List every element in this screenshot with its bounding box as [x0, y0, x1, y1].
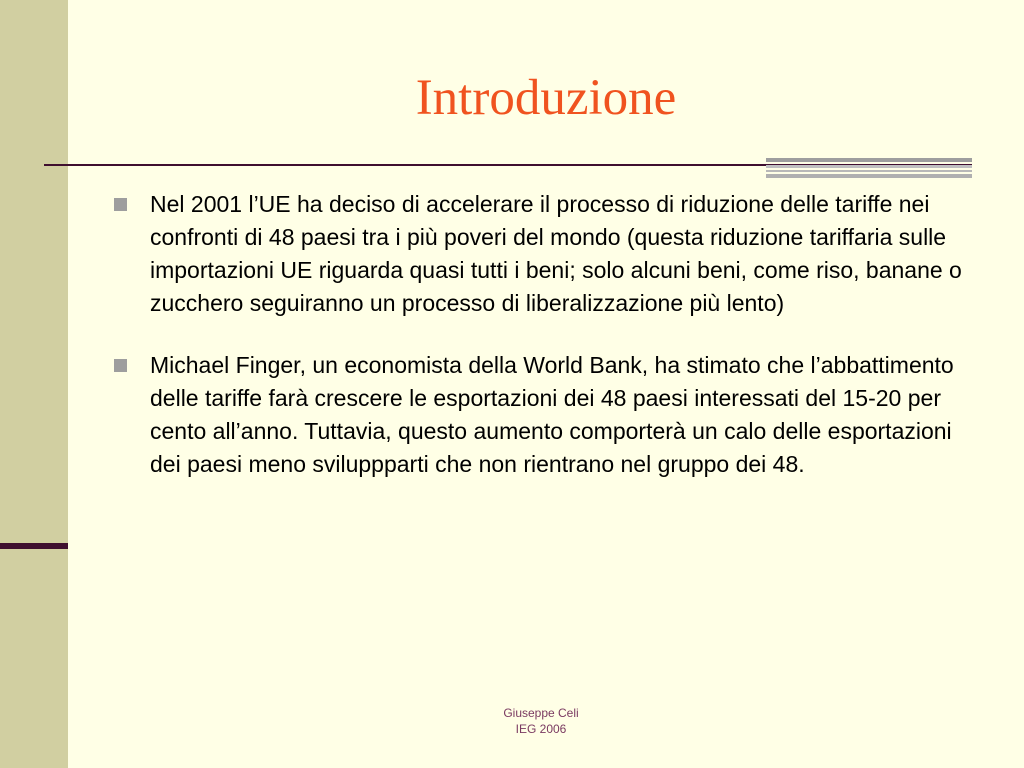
- left-decorative-rule: [0, 543, 68, 549]
- bullet-list: [114, 188, 970, 510]
- slide-footer: [490, 705, 592, 737]
- left-decorative-band: [0, 0, 68, 768]
- square-bullet-icon: [114, 359, 127, 372]
- footer-course: IEG 2006: [515, 722, 567, 736]
- slide-title: Introduzione: [415, 70, 677, 126]
- footer-author: Giuseppe Celi: [503, 706, 579, 720]
- title-accent-bars: [766, 158, 972, 178]
- bullet-item-1: [114, 188, 970, 320]
- bullet-text-1: Nel 2001 l’UE ha deciso di accelerare il processo di riduzione delle tariffe nei confronti di 48 paesi tra i più poveri del mondo (questa riduzione tariffaria sulle importazioni UE riguarda quasi tutti i beni; solo alcuni beni, come riso, banane o zucchero seguiranno un processo di liberalizzazione più lento): [150, 191, 962, 316]
- bullet-text-2: Michael Finger, un economista della World Bank, ha stimato che l’abbattimento delle tariffe farà crescere le esportazioni dei 48 paesi interessati del 15-20 per cento all’anno. Tuttavia, questo aumento comporterà un calo delle esportazioni dei paesi meno sviluppparti che non rientrano nel gruppo dei 48.: [150, 352, 954, 477]
- square-bullet-icon: [114, 198, 127, 211]
- bullet-item-2: [114, 349, 970, 481]
